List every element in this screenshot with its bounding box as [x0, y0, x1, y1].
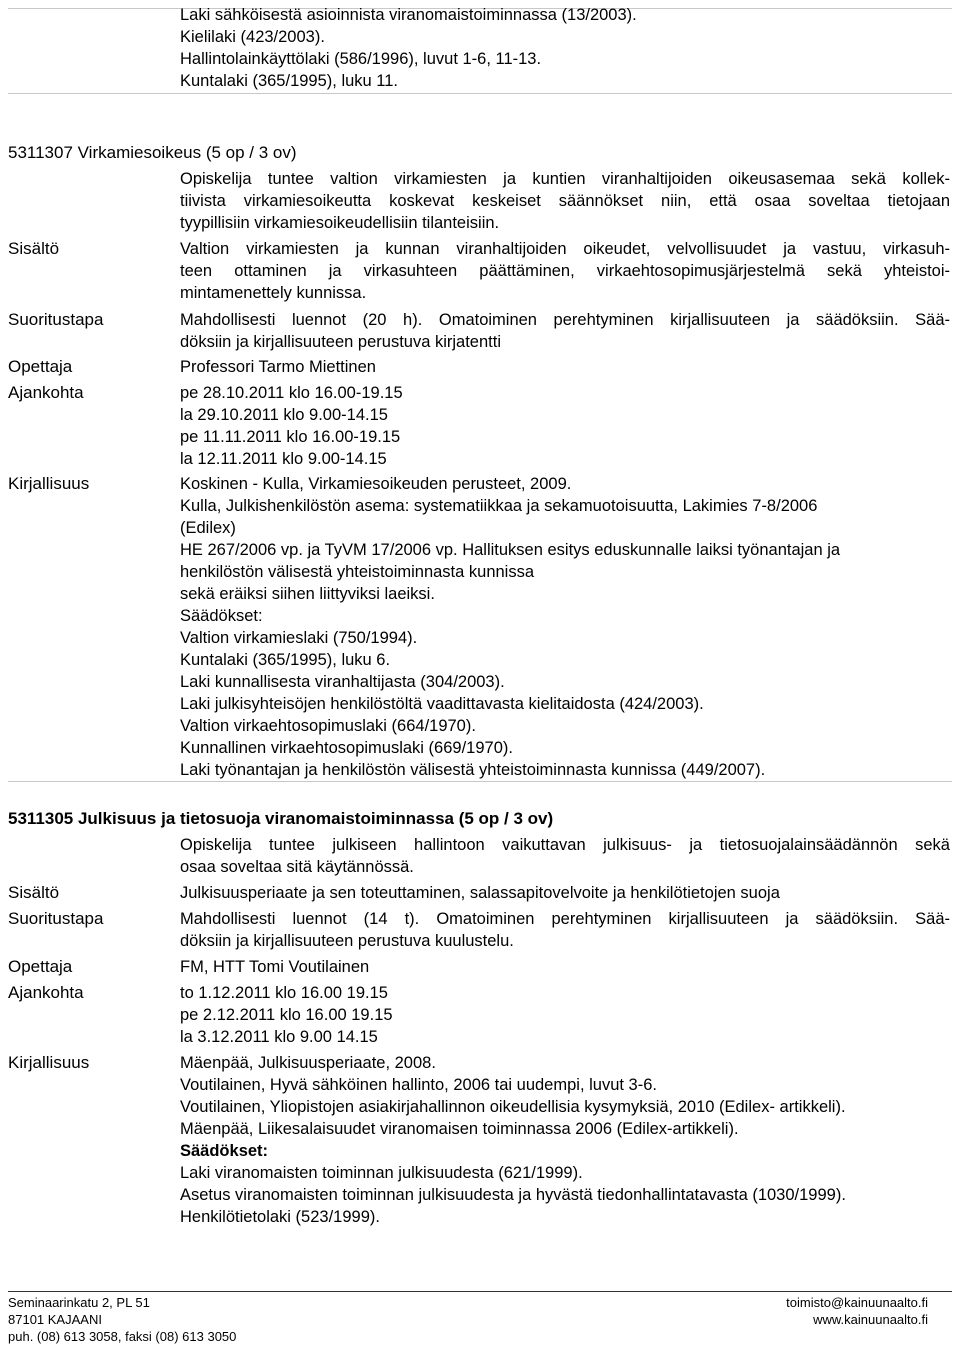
course-goal-line: Opiskelija tuntee valtion virkamiesten ja kuntien viranhaltijoiden oikeusasemaa sekä kollek-	[180, 170, 950, 188]
section-rule	[8, 781, 952, 782]
sisalto-line: Valtion virkamiesten ja kunnan viranhaltijoiden oikeudet, velvollisuudet ja vastuu, virkasuh-	[180, 240, 950, 258]
course-goal-line: tiivista virkamiesoikeutta koskevat keskeiset säännökset niin, että osaa soveltaa tietojaan	[180, 192, 950, 210]
ajankohta-line: la 12.11.2011 klo 9.00-14.15	[180, 450, 387, 468]
kirjallisuus-line: Kunnallinen virkaehtosopimuslaki (669/1970).	[180, 739, 513, 757]
ajankohta-line: pe 28.10.2011 klo 16.00-19.15	[180, 384, 403, 402]
kirjallisuus-line: HE 267/2006 vp. ja TyVM 17/2006 vp. Hallituksen esitys eduskunnalle laiksi työnantajan ja	[180, 541, 841, 559]
kirjallisuus-line: Koskinen - Kulla, Virkamiesoikeuden perusteet, 2009.	[180, 475, 572, 493]
kirjallisuus-line: Laki työnantajan ja henkilöstön välisestä yhteistoiminnasta kunnissa (449/2007).	[180, 761, 766, 779]
ajankohta-line: pe 2.12.2011 klo 16.00 19.15	[180, 1006, 393, 1024]
course-goal-line: tyypillisiin virkamiesoikeudellisiin tilanteisiin.	[180, 214, 500, 232]
law-line: Kielilaki (423/2003).	[180, 28, 325, 46]
sisalto-label: Sisältö	[8, 883, 60, 902]
opettaja-value: Professori Tarmo Miettinen	[180, 358, 376, 376]
opettaja-label: Opettaja	[8, 957, 73, 976]
law-line: Kuntalaki (365/1995), luku 11.	[180, 72, 399, 90]
sisalto-line: Julkisuusperiaate ja sen toteuttaminen, salassapitovelvoite ja henkilötietojen suoja	[180, 884, 780, 902]
course-goal-line: Opiskelija tuntee julkiseen hallintoon vaikuttavan julkisuus- ja tietosuojalainsäädännön sekä	[180, 836, 950, 854]
law-line: Laki sähköisestä asioinnista viranomaistoiminnassa (13/2003).	[180, 6, 637, 24]
course-goal-line: osaa soveltaa sitä käytännössä.	[180, 858, 414, 876]
kirjallisuus-line: Mäenpää, Julkisuusperiaate, 2008.	[180, 1054, 436, 1072]
kirjallisuus-line: Laki julkisyhteisöjen henkilöstöltä vaadittavasta kielitaidosta (424/2003).	[180, 695, 704, 713]
kirjallisuus-line: Valtion virkaehtosopimuslaki (664/1970).	[180, 717, 476, 735]
ajankohta-label: Ajankohta	[8, 983, 84, 1002]
saadokset-heading: Säädökset:	[180, 1142, 269, 1160]
kirjallisuus-line: sekä eräiksi siihen liittyviksi laeiksi.	[180, 585, 435, 603]
kirjallisuus-line: Kuntalaki (365/1995), luku 6.	[180, 651, 391, 669]
kirjallisuus-line: (Edilex)	[180, 519, 236, 537]
opettaja-label: Opettaja	[8, 357, 73, 376]
kirjallisuus-line: Laki kunnallisesta viranhaltijasta (304/2003).	[180, 673, 505, 691]
ajankohta-line: la 29.10.2011 klo 9.00-14.15	[180, 406, 388, 424]
kirjallisuus-line: Laki viranomaisten toiminnan julkisuudesta (621/1999).	[180, 1164, 583, 1182]
suoritustapa-line: Mahdollisesti luennot (20 h). Omatoiminen perehtyminen kirjallisuuteen ja säädöksiin. Sää-	[180, 311, 950, 329]
footer-address: Seminaarinkatu 2, PL 51	[8, 1295, 150, 1310]
course-title: 5311305 Julkisuus ja tietosuoja viranomaistoiminnassa (5 op / 3 ov)	[8, 809, 554, 828]
sisalto-line: mintamenettely kunnissa.	[180, 284, 367, 302]
footer-rule	[8, 1291, 952, 1292]
footer-email-link[interactable]: toimisto@kainuunaalto.fi	[786, 1295, 928, 1310]
kirjallisuus-line: Kulla, Julkishenkilöstön asema: systematiikkaa ja sekamuotoisuutta, Lakimies 7-8/2006	[180, 497, 818, 515]
ajankohta-line: pe 11.11.2011 klo 16.00-19.15	[180, 428, 401, 446]
kirjallisuus-line: Henkilötietolaki (523/1999).	[180, 1208, 380, 1226]
ajankohta-line: to 1.12.2011 klo 16.00 19.15	[180, 984, 388, 1002]
ajankohta-label: Ajankohta	[8, 383, 84, 402]
kirjallisuus-line: Säädökset:	[180, 607, 263, 625]
suoritustapa-line: döksiin ja kirjallisuuteen perustuva kirjatentti	[180, 333, 501, 351]
footer-postal: 87101 KAJAANI	[8, 1312, 102, 1327]
suoritustapa-label: Suoritustapa	[8, 310, 104, 329]
kirjallisuus-line: henkilöstön välisestä yhteistoiminnasta kunnissa	[180, 563, 535, 581]
suoritustapa-label: Suoritustapa	[8, 909, 104, 928]
section-rule	[8, 93, 952, 94]
course-title: 5311307 Virkamiesoikeus (5 op / 3 ov)	[8, 143, 297, 162]
ajankohta-line: la 3.12.2011 klo 9.00 14.15	[180, 1028, 378, 1046]
kirjallisuus-line: Voutilainen, Yliopistojen asiakirjahallinnon oikeudellisia kysymyksiä, 2010 (Edilex- artikkeli).	[180, 1098, 846, 1116]
sisalto-line: teen ottaminen ja virkasuhteen päättäminen, virkaehtosopimusjärjestelmä sekä yhteistoi-	[180, 262, 950, 280]
opettaja-value: FM, HTT Tomi Voutilainen	[180, 958, 370, 976]
kirjallisuus-label: Kirjallisuus	[8, 474, 90, 493]
kirjallisuus-line: Voutilainen, Hyvä sähköinen hallinto, 2006 tai uudempi, luvut 3-6.	[180, 1076, 657, 1094]
kirjallisuus-line: Asetus viranomaisten toiminnan julkisuudesta ja hyvästä tiedonhallintatavasta (1030/1999).	[180, 1186, 846, 1204]
footer-phone: puh. (08) 613 3058, faksi (08) 613 3050	[8, 1329, 237, 1344]
kirjallisuus-line: Mäenpää, Liikesalaisuudet viranomaisen toiminnassa 2006 (Edilex-artikkeli).	[180, 1120, 739, 1138]
sisalto-label: Sisältö	[8, 239, 60, 258]
kirjallisuus-label: Kirjallisuus	[8, 1053, 90, 1072]
suoritustapa-line: Mahdollisesti luennot (14 t). Omatoiminen perehtyminen kirjallisuuteen ja säädöksiin. Sää-	[180, 910, 950, 928]
kirjallisuus-line: Valtion virkamieslaki (750/1994).	[180, 629, 418, 647]
law-line: Hallintolainkäyttölaki (586/1996), luvut 1-6, 11-13.	[180, 50, 542, 68]
footer-web-link[interactable]: www.kainuunaalto.fi	[813, 1312, 928, 1327]
suoritustapa-line: döksiin ja kirjallisuuteen perustuva kuulustelu.	[180, 932, 514, 950]
